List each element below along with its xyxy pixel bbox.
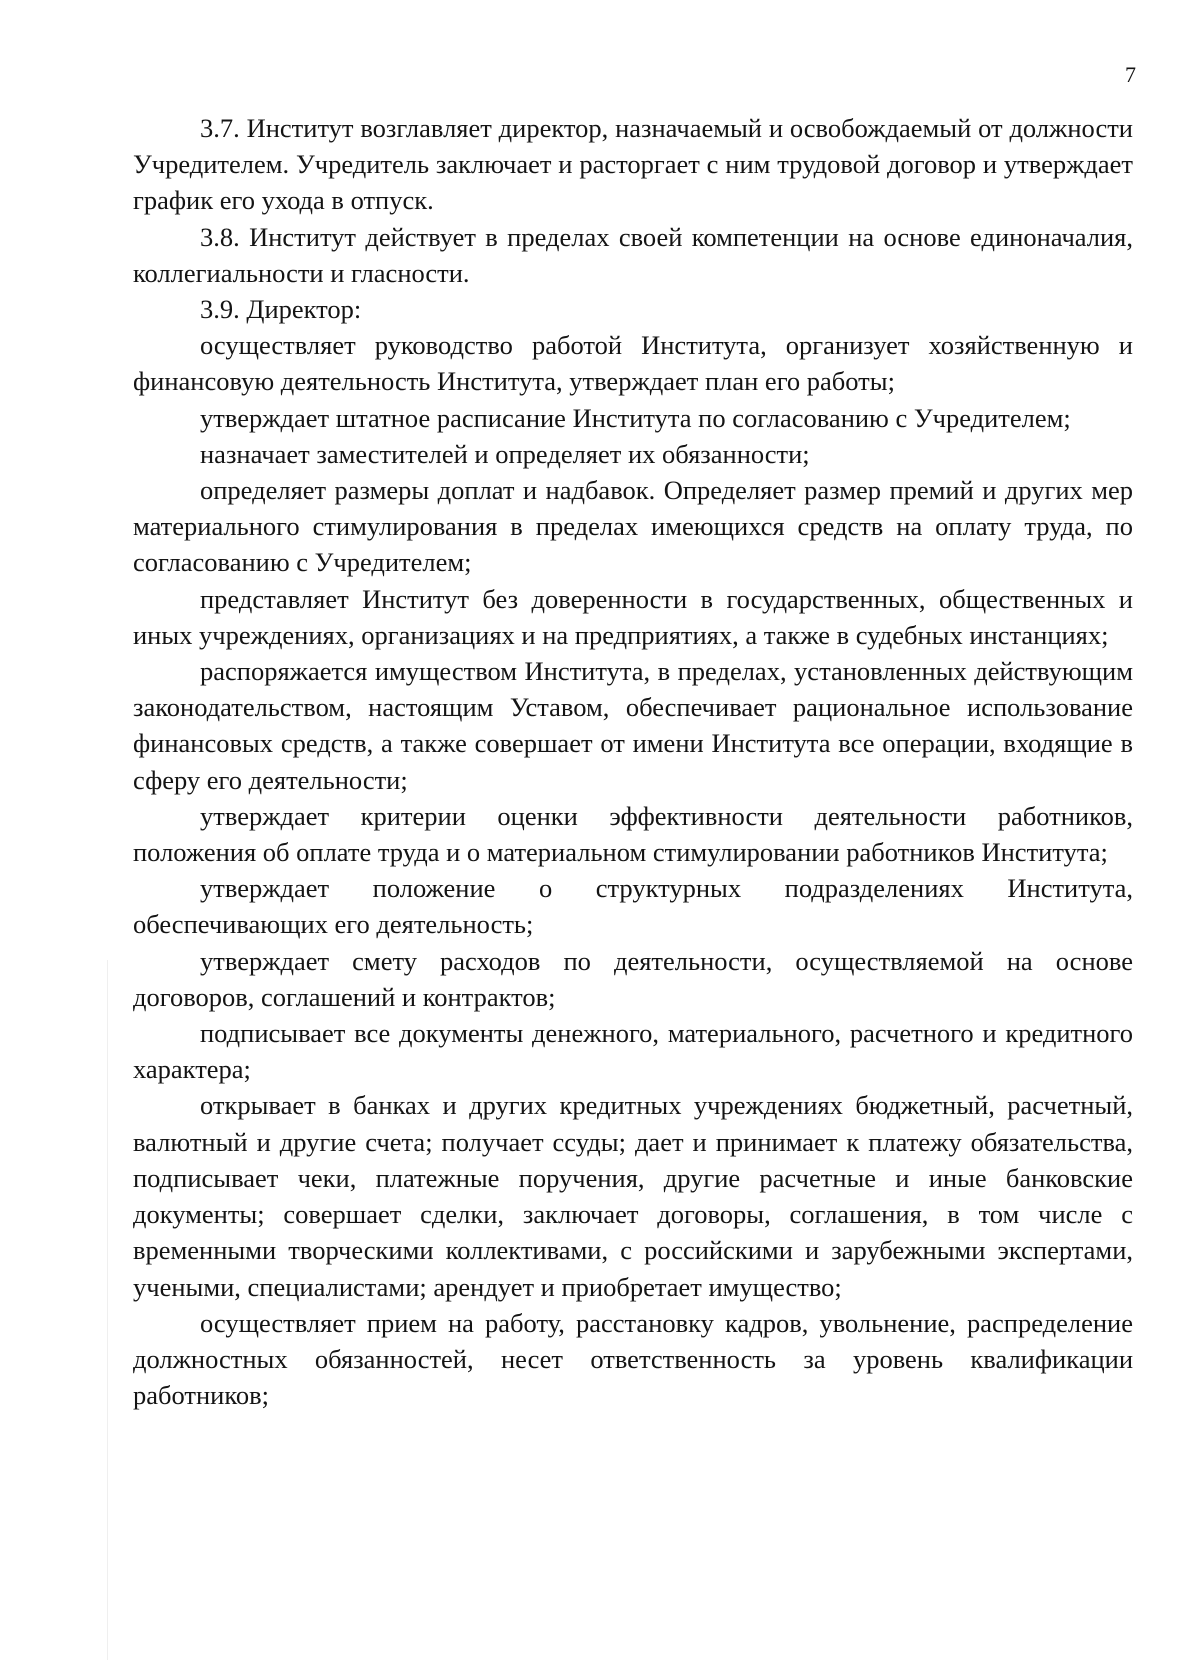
paragraph-director-banking: открывает в банках и других кредитных учреждениях бюджетный, расчетный, валютный и другие счета; получает ссуды; дает и принимает к платежу обязательства, подписывает чеки, платежные поручения, другие расчетные и иные банковские документы; совершает сделки, заключает договоры, соглашения, в том числе с временными творческими коллективами, с российскими и зарубежными экспертами, учеными, специалистами; арендует и приобретает имущество; (133, 1090, 1133, 1302)
paragraph-director-budget: утверждает смету расходов по деятельности, осуществляемой на основе договоров, соглашений и контрактов; (133, 945, 1133, 1012)
paragraph-director-representation: представляет Институт без доверенности в государственных, общественных и иных учреждениях, организациях и на предприятиях, а также в судебных инстанциях; (133, 583, 1133, 650)
page-number: 7 (1125, 62, 1136, 87)
paragraph-director-management: осуществляет руководство работой Института, организует хозяйственную и финансовую деятельность Института, утверждает план его работы; (133, 330, 1133, 397)
paragraph-director-deputies: назначает заместителей и определяет их обязанности; (200, 438, 810, 469)
paragraph-3-8: 3.8. Институт действует в пределах своей компетенции на основе единоначалия, коллегиальности и гласности. (133, 221, 1133, 288)
paragraph-director-property: распоряжается имуществом Института, в пределах, установленных действующим законодательством, настоящим Уставом, обеспечивает рациональное использование финансовых средств, а также совершает от имени Института все операции, входящие в сферу его деятельности; (133, 656, 1133, 795)
paragraph-director-staffing: утверждает штатное расписание Института по согласованию с Учредителем; (200, 402, 1071, 433)
paragraph-3-7: 3.7. Институт возглавляет директор, назначаемый и освобождаемый от должности Учредителем. Учредитель заключает и расторгает с ним трудовой договор и утверждает график его ухода в отпуск. (133, 113, 1133, 216)
paragraph-director-criteria: утверждает критерии оценки эффективности деятельности работников, положения об оплате труда и о материальном стимулировании работников Института; (133, 800, 1133, 868)
paragraph-director-signing: подписывает все документы денежного, материального, расчетного и кредитного характера; (133, 1018, 1133, 1085)
document-body (133, 110, 1133, 1413)
scan-edge-line (107, 960, 108, 1660)
paragraph-director-structure: утверждает положение о структурных подразделениях Института, обеспечивающих его деятельность; (133, 873, 1133, 940)
paragraph-3-9-heading: 3.9. Директор: (200, 294, 362, 325)
paragraph-director-bonuses: определяет размеры доплат и надбавок. Определяет размер премий и других мер материального стимулирования в пределах имеющихся средств на оплату труда, по согласованию с Учредителем; (133, 475, 1133, 578)
paragraph-director-hiring: осуществляет прием на работу, расстановку кадров, увольнение, распределение должностных обязанностей, несет ответственность за уровень квалификации работников; (133, 1307, 1133, 1411)
